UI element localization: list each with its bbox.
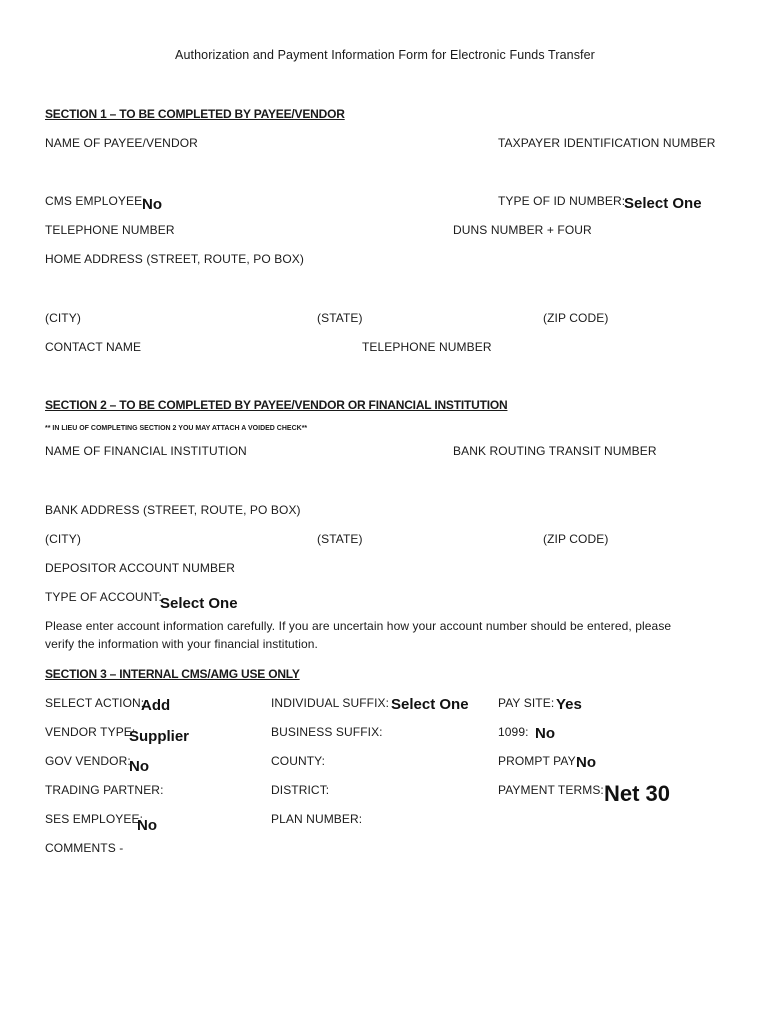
section-2-heading: SECTION 2 – TO BE COMPLETED BY PAYEE/VENDOR OR FINANCIAL INSTITUTION bbox=[45, 398, 508, 412]
individual-suffix-label: INDIVIDUAL SUFFIX: bbox=[271, 696, 390, 710]
payment-terms-value[interactable]: Net 30 bbox=[604, 781, 671, 806]
section-3-heading: SECTION 3 – INTERNAL CMS/AMG USE ONLY bbox=[45, 667, 300, 681]
form-1099-value[interactable]: No bbox=[535, 725, 555, 742]
pay-site-value[interactable]: Yes bbox=[556, 696, 582, 713]
comments-label: COMMENTS - bbox=[45, 841, 124, 855]
gov-vendor-label: GOV VENDOR: bbox=[45, 754, 131, 768]
tin-label: TAXPAYER IDENTIFICATION NUMBER bbox=[498, 136, 716, 150]
business-suffix-label: BUSINESS SUFFIX: bbox=[271, 725, 383, 739]
district-label: DISTRICT: bbox=[271, 783, 330, 797]
cms-employee-label: CMS EMPLOYEE: bbox=[45, 194, 146, 208]
routing-label: BANK ROUTING TRANSIT NUMBER bbox=[453, 444, 657, 458]
form-title: Authorization and Payment Information Form for Electronic Funds Transfer bbox=[175, 48, 595, 62]
pay-site-label: PAY SITE: bbox=[498, 696, 555, 710]
plan-number-label: PLAN NUMBER: bbox=[271, 812, 363, 826]
zip-label: (ZIP CODE) bbox=[543, 311, 609, 325]
telephone-label: TELEPHONE NUMBER bbox=[45, 223, 175, 237]
home-address-label: HOME ADDRESS (STREET, ROUTE, PO BOX) bbox=[45, 252, 304, 266]
gov-vendor-value[interactable]: No bbox=[129, 758, 149, 775]
trading-partner-label: TRADING PARTNER: bbox=[45, 783, 164, 797]
city-label: (CITY) bbox=[45, 311, 81, 325]
state-label: (STATE) bbox=[317, 311, 363, 325]
bank-address-label: BANK ADDRESS (STREET, ROUTE, PO BOX) bbox=[45, 503, 301, 517]
duns-label: DUNS NUMBER + FOUR bbox=[453, 223, 592, 237]
form-1099-label: 1099: bbox=[498, 725, 529, 739]
prompt-pay-label: PROMPT PAY bbox=[498, 754, 576, 768]
contact-phone-label: TELEPHONE NUMBER bbox=[362, 340, 492, 354]
contact-name-label: CONTACT NAME bbox=[45, 340, 142, 354]
cms-employee-value[interactable]: No bbox=[142, 196, 162, 213]
id-type-label: TYPE OF ID NUMBER: bbox=[498, 194, 626, 208]
ses-employee-value[interactable]: No bbox=[137, 817, 157, 834]
payment-terms-label: PAYMENT TERMS: bbox=[498, 783, 604, 797]
instructions-line-1: Please enter account information carefully. If you are uncertain how your account number should be entered, please bbox=[45, 619, 672, 633]
account-number-label: DEPOSITOR ACCOUNT NUMBER bbox=[45, 561, 235, 575]
individual-suffix-select[interactable]: Select One bbox=[391, 696, 469, 713]
prompt-pay-value[interactable]: No bbox=[576, 754, 596, 771]
institution-label: NAME OF FINANCIAL INSTITUTION bbox=[45, 444, 247, 458]
payee-name-label: NAME OF PAYEE/VENDOR bbox=[45, 136, 198, 150]
bank-city-label: (CITY) bbox=[45, 532, 81, 546]
select-action-value[interactable]: Add bbox=[141, 697, 171, 714]
voided-check-note: ** IN LIEU OF COMPLETING SECTION 2 YOU MAY ATTACH A VOIDED CHECK** bbox=[45, 425, 308, 432]
instructions-line-2: verify the information with your financial institution. bbox=[45, 637, 318, 651]
vendor-type-value[interactable]: Supplier bbox=[129, 728, 190, 745]
select-action-label: SELECT ACTION: bbox=[45, 696, 145, 710]
section-1-heading: SECTION 1 – TO BE COMPLETED BY PAYEE/VENDOR bbox=[45, 107, 345, 121]
vendor-type-label: VENDOR TYPE: bbox=[45, 725, 136, 739]
account-type-label: TYPE OF ACCOUNT: bbox=[45, 590, 162, 604]
bank-state-label: (STATE) bbox=[317, 532, 363, 546]
county-label: COUNTY: bbox=[271, 754, 326, 768]
account-type-select[interactable]: Select One bbox=[160, 595, 238, 612]
ses-employee-label: SES EMPLOYEE: bbox=[45, 812, 144, 826]
bank-zip-label: (ZIP CODE) bbox=[543, 532, 609, 546]
id-type-select[interactable]: Select One bbox=[624, 195, 702, 212]
